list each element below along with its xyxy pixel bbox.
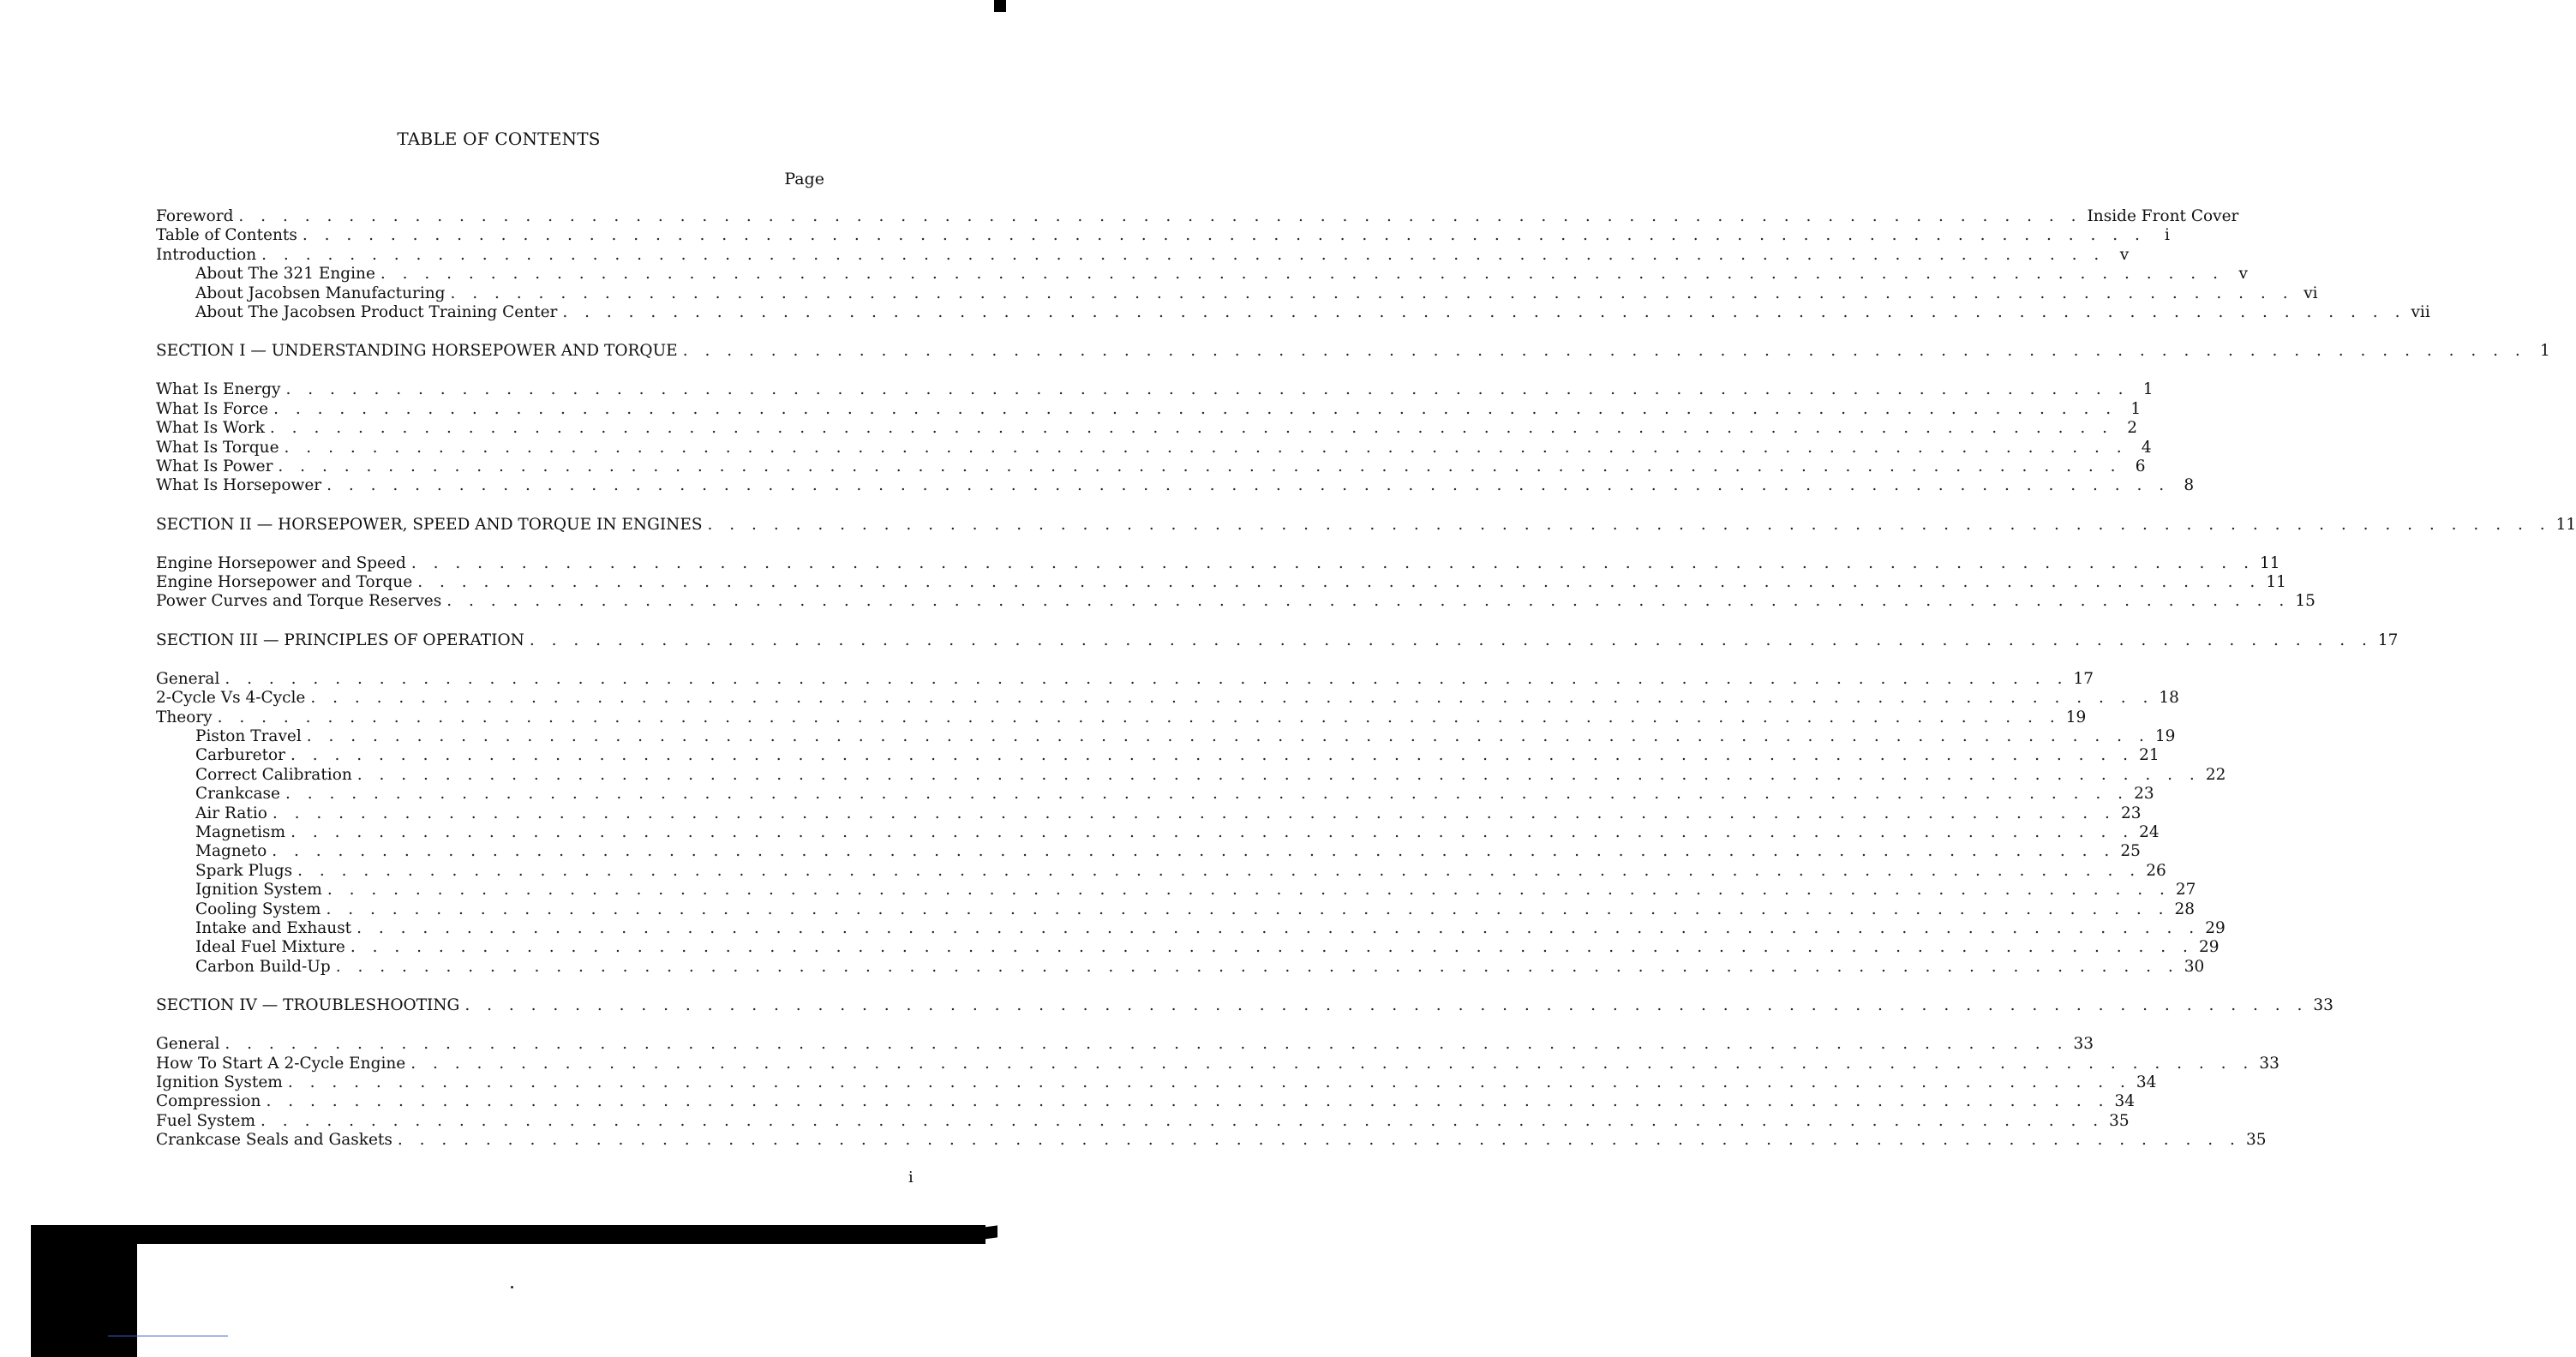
toc-page-number: 30 xyxy=(2184,957,2205,976)
toc-entry-label: Foreword xyxy=(156,207,234,225)
toc-entry xyxy=(156,245,2130,265)
toc-page-number: 33 xyxy=(2313,996,2333,1015)
toc-entry-label: Engine Horsepower and Torque xyxy=(156,573,413,592)
toc-page-number: 8 xyxy=(2184,476,2195,495)
toc-entry xyxy=(156,822,2160,842)
scan-artifact-bar xyxy=(31,1225,985,1244)
toc-page-number: 34 xyxy=(2114,1092,2136,1111)
leader-dots: . . . . . . . . . . . . . . . . . . . . . . . . . . . . . . . . . . . . . . . . . . . . . . . . . . . . . . . . . . . . . . . . . . . . . . . . . . . . . . . . . . . . xyxy=(326,476,2171,495)
toc-entry-label: Carburetor xyxy=(195,746,285,765)
toc-entry-label: Spark Plugs xyxy=(195,861,293,880)
toc-entry xyxy=(156,553,2280,573)
toc-page-number: 1 xyxy=(2142,380,2154,399)
toc-entry xyxy=(156,457,2146,476)
toc-page-number: 33 xyxy=(2073,1035,2094,1054)
toc-entry-label: About The 321 Engine xyxy=(195,265,375,284)
toc-page-number: 23 xyxy=(2120,804,2142,822)
toc-entry-label: General xyxy=(156,1035,220,1054)
toc-entry-label: What Is Horsepower xyxy=(156,476,322,495)
spacer xyxy=(156,362,824,380)
leader-dots: . . . . . . . . . . . . . . . . . . . . . . . . . . . . . . . . . . . . . . . . . . . . . . . . . . . . . . . . . . . . . . . . . . . . . . . . . . . . . . . . . . . . xyxy=(285,785,2130,804)
leader-dots: . . . . . . . . . . . . . . . . . . . . . . . . . . . . . . . . . . . . . . . . . . . . . . . . . . . . . . . . . . . . . . . . . . . . . . . . . . . . . . . . . . . . xyxy=(261,1111,2105,1130)
leader-dots: . . . . . . . . . . . . . . . . . . . . . . . . . . . . . . . . . . . . . . . . . . . . . . . . . . . . . . . . . . . . . . . . . . . . . . . . . . . . . . . . . . . . xyxy=(397,1131,2241,1150)
leader-dots: . . . . . . . . . . . . . . . . . . . . . . . . . . . . . . . . . . . . . . . . . . . . . . . . . . . . . . . . . . . . . . . . . . . . . . . . . . . . . . . . . . . . xyxy=(291,746,2135,765)
toc-entry xyxy=(156,1054,2279,1073)
spacer xyxy=(156,977,824,995)
leader-dots: . . . . . . . . . . . . . . . . . . . . . . . . . . . . . . . . . . . . . . . . . . . . . . . . . . . . . . . . . . . . . . . . . . . . . . . . . . . . . . . . . . . . xyxy=(417,573,2261,592)
leader-dots: . . . . . . . . . . . . . . . . . . . . . . . . . . . . . . . . . . . . . . . . . . . . . . . . . . . . . . . . . . . . . . . . . . . . . . . . . . . . . . . . . . . . xyxy=(410,1054,2255,1073)
leader-dots: . . . . . . . . . . . . . . . . . . . . . . . . . . . . . . . . . . . . . . . . . . . . . . . . . . . . . . . . . . . . . . . . . . . . . . . . . . . . . . . . . . . . xyxy=(285,380,2130,399)
toc-entry-label: Correct Calibration xyxy=(195,765,352,784)
toc-section-row xyxy=(156,341,2550,362)
toc-entry-label: Ideal Fuel Mixture xyxy=(195,938,345,957)
toc-page-number: 28 xyxy=(2174,900,2196,918)
leader-dots: . . . . . . . . . . . . . . . . . . . . . . . . . . . . . . . . . . . . . . . . . . . . . . . . . . . . . . . . . . . . . . . . . . . . . . . . . . . . . . . . . . . . xyxy=(261,245,2106,264)
scan-artifact-bar-tail xyxy=(977,1225,997,1240)
toc-entry xyxy=(156,419,2137,438)
leader-dots: . . . . . . . . . . . . . . . . . . . . . . . . . . . . . . . . . . . . . . . . . . . . . . . . . . . . . . . . . . . . . . . . . . . . . . . . . . . . . . . . . . . . xyxy=(297,861,2142,880)
toc-entry-label: Crankcase xyxy=(195,785,280,804)
toc-page-number: 15 xyxy=(2295,592,2315,611)
toc-entry xyxy=(156,881,2196,900)
toc-page-number: 6 xyxy=(2135,457,2146,475)
toc-entry xyxy=(156,669,2094,689)
toc-page-number: 23 xyxy=(2134,785,2154,804)
toc-page-number: 11 xyxy=(2555,515,2576,534)
toc-entry-label: About Jacobsen Manufacturing xyxy=(195,284,446,302)
toc-entry xyxy=(156,746,2160,765)
leader-dots: . . . . . . . . . . . . . . . . . . . . . . . . . . . . . . . . . . . . . . . . . . . . . . . . . . . . . . . . . . . . . . . . . . . . . . . . . . . . . . . . . . . . xyxy=(287,1073,2131,1091)
section-heading: SECTION I — UNDERSTANDING HORSEPOWER AND TORQUE xyxy=(156,342,678,361)
spacer xyxy=(156,651,824,670)
toc-page-number: 26 xyxy=(2146,861,2166,880)
toc-entry-label: Cooling System xyxy=(195,900,321,918)
leader-dots: . . . . . . . . . . . . . . . . . . . . . . . . . . . . . . . . . . . . . . . . . . . . . . . . . . . . . . . . . . . . . . . . . . . . . . . . . . . . . . . . . . . . xyxy=(225,1035,2069,1054)
toc-entry xyxy=(156,265,2248,284)
toc-entry xyxy=(156,957,2205,977)
scan-artifact-dot xyxy=(511,1286,513,1288)
toc-page-number: 34 xyxy=(2136,1073,2157,1091)
leader-dots: . . . . . . . . . . . . . . . . . . . . . . . . . . . . . . . . . . . . . . . . . . . . . . . . . . . . . . . . . . . . . . . . . . . . . . . . . . . . . . . . . . . . xyxy=(562,302,2406,321)
toc-entry-label: Ignition System xyxy=(195,881,322,900)
toc-entry xyxy=(156,207,2239,226)
toc-page-number: vi xyxy=(2303,284,2318,302)
toc-page-number: 19 xyxy=(2154,727,2176,746)
toc-entry xyxy=(156,785,2154,804)
toc-entry xyxy=(156,708,2087,727)
toc-page-number: 19 xyxy=(2065,708,2087,726)
toc-entry xyxy=(156,1035,2094,1054)
section-heading: SECTION II — HORSEPOWER, SPEED AND TORQUE IN ENGINES xyxy=(156,515,703,534)
toc-page-number: 22 xyxy=(2205,765,2226,784)
toc-section-row xyxy=(156,515,2576,535)
toc-entry-label: Table of Contents xyxy=(156,226,297,245)
page-column-label: Page xyxy=(784,170,824,188)
leader-dots: . . . . . . . . . . . . . . . . . . . . . . . . . . . . . . . . . . . . . . . . . . . . . . . . . . . . . . . . . . . . . . . . . . . . . . . . . . . . . . . . . . . . xyxy=(217,708,2061,726)
spacer xyxy=(156,322,824,341)
toc-entry-label: Piston Travel xyxy=(195,727,302,746)
toc-entry-label: How To Start A 2-Cycle Engine xyxy=(156,1054,406,1073)
toc-entry xyxy=(156,842,2141,861)
leader-dots: . . . . . . . . . . . . . . . . . . . . . . . . . . . . . . . . . . . . . . . . . . . . . . . . . . . . . . . . . . . . . . . . . . . . . . . . . . . . . . . . . . . . xyxy=(326,900,2170,918)
toc-page-number: 11 xyxy=(2259,553,2280,572)
leader-dots: . . . . . . . . . . . . . . . . . . . . . . . . . . . . . . . . . . . . . . . . . . . . . . . . . . . . . . . . . . . . . . . . . . . . . . . . . . . . . . . . . . . . xyxy=(310,689,2154,708)
toc-entry-label: What Is Force xyxy=(156,399,269,418)
page-number: i xyxy=(908,1169,914,1187)
toc-entry-label: Introduction xyxy=(156,245,257,264)
leader-dots: . . . . . . . . . . . . . . . . . . . . . . . . . . . . . . . . . . . . . . . . . . . . . . . . . . . . . . . . . . . . . . . . . . . . . . . . . . . . . . . . . . . . xyxy=(278,457,2122,475)
leader-dots: . . . . . . . . . . . . . . . . . . . . . . . . . . . . . . . . . . . . . . . . . . . . . . . . . . . . . . . . . . . . . . . . . . . . . . . . . . . . . . . . . . . . xyxy=(450,284,2294,302)
toc-entry xyxy=(156,284,2318,303)
toc-entry-label: What Is Work xyxy=(156,419,265,438)
leader-dots: . . . . . . . . . . . . . . . . . . . . . . . . . . . . . . . . . . . . . . . . . . . . . . . . . . . . . . . . . . . . . . . . . . . . . . . . . . . . . . . . . . . . xyxy=(446,592,2291,611)
spacer xyxy=(156,612,824,631)
toc-page-number: Inside Front Cover xyxy=(2087,207,2239,225)
page-title: TABLE OF CONTENTS xyxy=(397,129,601,149)
toc-entry-label: Air Ratio xyxy=(195,804,267,822)
toc-entry-label: Power Curves and Torque Reserves xyxy=(156,592,442,611)
toc-page-number: 1 xyxy=(2539,342,2550,361)
toc-entry xyxy=(156,1131,2267,1150)
toc-page-number: 11 xyxy=(2266,573,2286,592)
toc-page-number: v xyxy=(2119,245,2130,264)
toc-entry xyxy=(156,302,2430,322)
leader-dots: . . . . . . . . . . . . . . . . . . . . . . . . . . . . . . . . . . . . . . . . . . . . . . . . . . . . . . . . . . . . . . . . . . . . . . . . . . . . . . . . . . . . xyxy=(291,822,2135,841)
toc-page-number: 35 xyxy=(2245,1131,2267,1150)
leader-dots: . . . . . . . . . . . . . . . . . . . . . . . . . . . . . . . . . . . . . . . . . . . . . . . . . . . . . . . . . . . . . . . . . . . . . . . . . . . . . . . . . . . . xyxy=(273,399,2118,418)
leader-dots: . . . . . . . . . . . . . . . . . . . . . . . . . . . . . . . . . . . . . . . . . . . . . . . . . . . . . . . . . . . . . . . . . . . . . . . . . . . . . . . . . . . . xyxy=(266,1092,2110,1111)
toc-page-number: 29 xyxy=(2198,938,2220,957)
leader-dots: . . . . . . . . . . . . . . . . . . . . . . . . . . . . . . . . . . . . . . . . . . . . . . . . . . . . . . . . . . . . . . . . . . . . . . . . . . . . . . . . . . . . xyxy=(707,515,2551,534)
toc-page-number: 17 xyxy=(2073,669,2094,688)
leader-dots: . . . . . . . . . . . . . . . . . . . . . . . . . . . . . . . . . . . . . . . . . . . . . . . . . . . . . . . . . . . . . . . . . . . . . . . . . . . . . . . . . . . . xyxy=(529,631,2373,649)
toc-entry xyxy=(156,476,2195,495)
toc-page-number: 18 xyxy=(2159,689,2179,708)
toc-page-number: 25 xyxy=(2120,842,2141,861)
toc-entry-label: What Is Power xyxy=(156,457,273,475)
toc-entry xyxy=(156,689,2179,708)
toc-page-number: i xyxy=(2164,226,2170,245)
toc-page-number: 17 xyxy=(2377,631,2399,649)
leader-dots: . . . . . . . . . . . . . . . . . . . . . . . . . . . . . . . . . . . . . . . . . . . . . . . . . . . . . . . . . . . . . . . . . . . . . . . . . . . . . . . . . . . . xyxy=(272,842,2116,861)
toc-entry-label: Magnetism xyxy=(195,822,286,841)
toc-entry xyxy=(156,1092,2136,1111)
toc-entry-label: Engine Horsepower and Speed xyxy=(156,553,406,572)
toc-entry-label: What Is Energy xyxy=(156,380,281,399)
leader-dots: . . . . . . . . . . . . . . . . . . . . . . . . . . . . . . . . . . . . . . . . . . . . . . . . . . . . . . . . . . . . . . . . . . . . . . . . . . . . . . . . . . . . xyxy=(335,957,2179,976)
toc-page-number: 1 xyxy=(2130,399,2142,418)
toc-entry-label: Theory xyxy=(156,708,213,726)
toc-entry-label: Compression xyxy=(156,1092,261,1111)
leader-dots: . . . . . . . . . . . . . . . . . . . . . . . . . . . . . . . . . . . . . . . . . . . . . . . . . . . . . . . . . . . . . . . . . . . . . . . . . . . . . . . . . . . . xyxy=(410,553,2255,572)
leader-dots: . . . . . . . . . . . . . . . . . . . . . . . . . . . . . . . . . . . . . . . . . . . . . . . . . . . . . . . . . . . . . . . . . . . . . . . . . . . . . . . . . . . . xyxy=(272,804,2116,822)
spacer xyxy=(156,496,824,515)
toc-entry-label: Fuel System xyxy=(156,1111,256,1130)
leader-dots: . . . . . . . . . . . . . . . . . . . . . . . . . . . . . . . . . . . . . . . . . . . . . . . . . . . . . . . . . . . . . . . . . . . . . . . . . . . . . . . . . . . . xyxy=(306,727,2150,746)
toc-entry xyxy=(156,804,2142,823)
leader-dots: . . . . . . . . . . . . . . . . . . . . . . . . . . . . . . . . . . . . . . . . . . . . . . . . . . . . . . . . . . . . . . . . . . . . . . . . . . . . . . . . . . . . xyxy=(356,918,2201,937)
leader-dots: . . . . . . . . . . . . . . . . . . . . . . . . . . . . . . . . . . . . . . . . . . . . . . . . . . . . . . . . . . . . . . . . . . . . . . . . . . . . . . . . . . . . xyxy=(464,996,2309,1015)
toc-page-number: 24 xyxy=(2139,822,2160,841)
toc-entry xyxy=(156,1111,2130,1131)
toc-page-number: 29 xyxy=(2205,918,2226,937)
leader-dots: . . . . . . . . . . . . . . . . . . . . . . . . . . . . . . . . . . . . . . . . . . . . . . . . . . . . . . . . . . . . . . . . . . . . . . . . . . . . . . . . . . . . xyxy=(682,342,2526,361)
leader-dots: . . . . . . . . . . . . . . . . . . . . . . . . . . . . . . . . . . . . . . . . . . . . . . . . . . . . . . . . . . . . . . . . . . . . . . . . . . . . . . . . . . . . xyxy=(225,669,2069,688)
leader-dots: . . . . . . . . . . . . . . . . . . . . . . . . . . . . . . . . . . . . . . . . . . . . . . . . . . . . . . . . . . . . . . . . . . . . . . . . . . . . . . . . . . . . xyxy=(302,226,2146,245)
toc-entry-label: Intake and Exhaust xyxy=(195,918,352,937)
toc-entry-label: 2-Cycle Vs 4-Cycle xyxy=(156,689,306,708)
toc-entry xyxy=(156,399,2142,419)
toc-entry xyxy=(156,765,2226,785)
toc-entry xyxy=(156,1073,2157,1092)
toc-entry-label: About The Jacobsen Product Training Center xyxy=(195,302,558,321)
toc-page-number: 21 xyxy=(2139,746,2160,765)
leader-dots: . . . . . . . . . . . . . . . . . . . . . . . . . . . . . . . . . . . . . . . . . . . . . . . . . . . . . . . . . . . . . . . . . . . . . . . . . . . . . . . . . . . . xyxy=(269,419,2113,438)
leader-dots: . . . . . . . . . . . . . . . . . . . . . . . . . . . . . . . . . . . . . . . . . . . . . . . . . . . . . . . . . . . . . . . . . . . . . . . . . . . . . . . . . . . . xyxy=(350,938,2194,957)
section-heading: SECTION IV — TROUBLESHOOTING xyxy=(156,996,460,1015)
toc-entry xyxy=(156,592,2315,611)
leader-dots: . . . . . . . . . . . . . . . . . . . . . . . . . . . . . . . . . . . . . . . . . . . . . . . . . . . . . . . . . . . . . . . . . . . . . . . . . . . . . . . . . . . . xyxy=(380,265,2224,284)
toc-page-number: 2 xyxy=(2127,419,2137,438)
toc-entry xyxy=(156,727,2176,746)
leader-dots: . . . . . . . . . . . . . . . . . . . . . . . . . . . . . . . . . . . . . . . . . . . . . . . . . . . . . . . . . . . . . . . . . . . . . . . . . . . . . . . . . . . . xyxy=(326,881,2171,900)
leader-dots: . . . . . . . . . . . . . . . . . . . . . . . . . . . . . . . . . . . . . . . . . . . . . . . . . . . . . . . . . . . . . . . . . . . . . . . . . . . . . . . . . . . . xyxy=(356,765,2201,784)
toc-page-number: 4 xyxy=(2141,438,2152,457)
toc-entry-label: Magneto xyxy=(195,842,267,861)
toc-entry xyxy=(156,938,2220,957)
toc-entry xyxy=(156,918,2226,938)
toc-entry-label: General xyxy=(156,669,220,688)
toc-entry xyxy=(156,438,2152,457)
toc-page-number: 33 xyxy=(2259,1054,2279,1073)
toc-page-number: 27 xyxy=(2175,881,2196,900)
toc-page-number: v xyxy=(2238,265,2248,284)
leader-dots: . . . . . . . . . . . . . . . . . . . . . . . . . . . . . . . . . . . . . . . . . . . . . . . . . . . . . . . . . . . . . . . . . . . . . . . . . . . . . . . . . . . . xyxy=(238,207,2082,225)
toc-entry-label: Crankcase Seals and Gaskets xyxy=(156,1131,392,1150)
toc-entry-label: Carbon Build-Up xyxy=(195,957,331,976)
toc-entry xyxy=(156,380,2154,399)
scan-artifact-block xyxy=(31,1234,137,1357)
leader-dots: . . . . . . . . . . . . . . . . . . . . . . . . . . . . . . . . . . . . . . . . . . . . . . . . . . . . . . . . . . . . . . . . . . . . . . . . . . . . . . . . . . . . xyxy=(284,438,2128,457)
section-heading: SECTION III — PRINCIPLES OF OPERATION xyxy=(156,631,524,649)
toc-entry xyxy=(156,900,2196,919)
spacer xyxy=(156,535,824,554)
toc-entry xyxy=(156,226,2170,245)
toc-section-row xyxy=(156,995,2333,1016)
table-of-contents xyxy=(156,207,2576,1150)
scan-artifact-top xyxy=(994,0,1006,12)
spacer xyxy=(156,1016,824,1035)
toc-entry xyxy=(156,573,2286,592)
toc-entry xyxy=(156,861,2166,881)
toc-entry-label: What Is Torque xyxy=(156,438,279,457)
toc-section-row xyxy=(156,631,2399,651)
toc-entry-label: Ignition System xyxy=(156,1073,283,1091)
toc-page-number: 35 xyxy=(2109,1111,2130,1130)
toc-page-number: vii xyxy=(2411,302,2430,321)
